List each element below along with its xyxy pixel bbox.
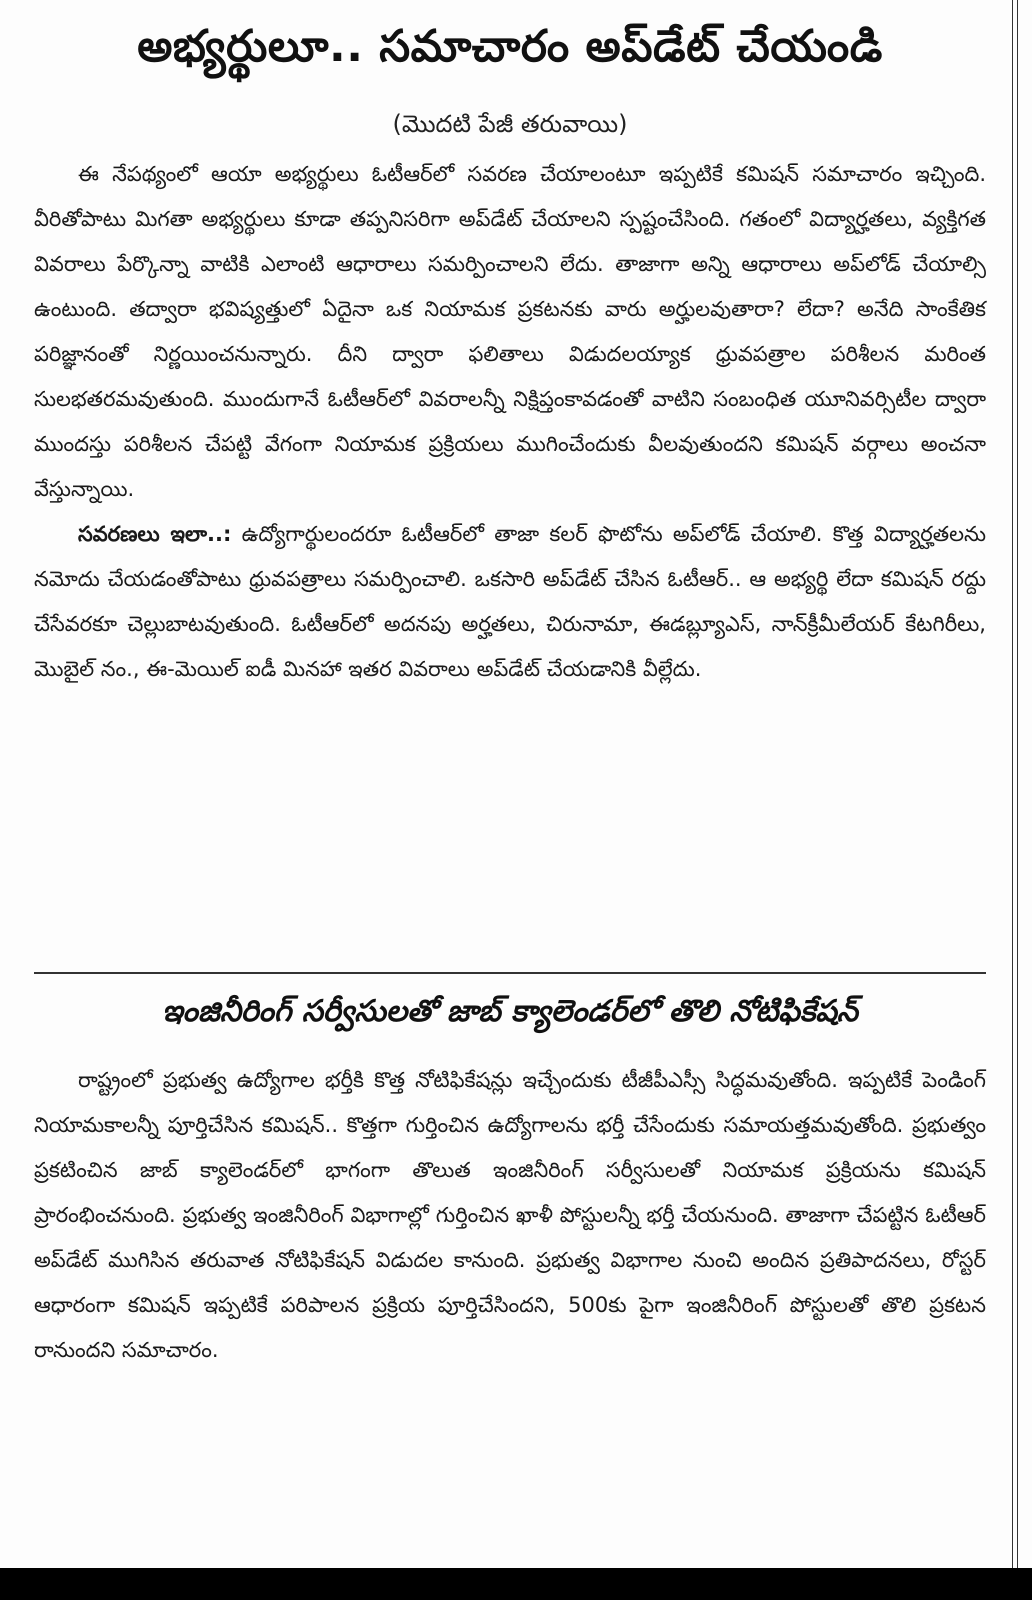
paragraph-2 [34, 512, 986, 692]
continuation-note: (మొదటి పేజీ తరువాయి) [392, 110, 628, 138]
inline-subhead: సవరణలు ఇలా..: [78, 522, 232, 546]
headline: అభ్యర్థులూ.. సమాచారం అప్‌డేట్ చేయండి [137, 21, 883, 72]
bottom-frame-bar [0, 1568, 1032, 1600]
article-body-top [34, 152, 986, 692]
paragraph-2-text: ఉద్యోగార్థులందరూ ఓటీఆర్‌లో తాజా కలర్ ఫొటోను అప్‌లోడ్ చేయాలి. కొత్త విద్యార్హతలను నమోదు చేయడంతోపాటు ధ్రువపత్రాలు సమర్పించాలి. ఒకసారి అప్‌డేట్ చేసిన ఓటీఆర్.. ఆ అభ్యర్థి లేదా కమిషన్ రద్దు చేసేవరకూ చెల్లుబాటవుతుంది. ఓటీఆర్‌లో అదనపు అర్హతలు, చిరునామా, ఈడబ్ల్యూఎస్, నాన్‌క్రీమీలేయర్ కేటగిరీలు, మొబైల్ నం., ఈ-మెయిల్ ఐడీ మినహా ఇతర వివరాలు అప్‌డేట్ చేయడానికి వీల్లేదు. [34, 522, 986, 681]
section-divider [34, 972, 986, 974]
paragraph-1: ఈ నేపథ్యంలో ఆయా అభ్యర్థులు ఓటీఆర్‌లో సవరణ చేయాలంటూ ఇప్పటికే కమిషన్ సమాచారం ఇచ్చింది. వీరితోపాటు మిగతా అభ్యర్థులు కూడా తప్పనిసరిగా అప్‌డేట్ చేయాలని స్పష్టంచేసింది. గతంలో విద్యార్హతలు, వ్యక్తిగత వివరాలు పేర్కొన్నా వాటికి ఎలాంటి ఆధారాలు సమర్పించాలని లేదు. తాజాగా అన్ని ఆధారాలు అప్‌లోడ్ చేయాల్సి ఉంటుంది. తద్వారా భవిష్యత్తులో ఏదైనా ఒక నియామక ప్రకటనకు వారు అర్హులవుతారా? లేదా? అనేది సాంకేతిక పరిజ్ఞానంతో నిర్ణయించనున్నారు. దీని ద్వారా ఫలితాలు విడుదలయ్యాక ధ్రువపత్రాల పరిశీలన మరింత సులభతరమవుతుంది. ముందుగానే ఓటీఆర్‌లో వివరాలన్నీ నిక్షిప్తంకావడంతో వాటిని సంబంధిత యూనివర్సిటీల ద్వారా ముందస్తు పరిశీలన చేపట్టి వేగంగా నియామక ప్రక్రియలు ముగించేందుకు వీలవుతుందని కమిషన్ వర్గాలు అంచనా వేస్తున్నాయి. [34, 162, 986, 501]
article-body-bottom [34, 1058, 986, 1373]
subheadline: ఇంజినీరింగ్ సర్వీసులతో జాబ్ క్యాలెండర్‌లో తొలి నోటిఫికేషన్ [162, 994, 858, 1029]
column-rule [1012, 0, 1018, 1568]
paragraph-3: రాష్ట్రంలో ప్రభుత్వ ఉద్యోగాల భర్తీకి కొత్త నోటిఫికేషన్లు ఇచ్చేందుకు టీజీపీఎస్సీ సిద్ధమవుతోంది. ఇప్పటికే పెండింగ్ నియామకాలన్నీ పూర్తిచేసిన కమిషన్.. కొత్తగా గుర్తించిన ఉద్యోగాలను భర్తీ చేసేందుకు సమాయత్తమవుతోంది. ప్రభుత్వం ప్రకటించిన జాబ్ క్యాలెండర్‌లో భాగంగా తొలుత ఇంజినీరింగ్ సర్వీసులతో నియామక ప్రక్రియను కమిషన్ ప్రారంభించనుంది. ప్రభుత్వ ఇంజినీరింగ్ విభాగాల్లో గుర్తించిన ఖాళీ పోస్టులన్నీ భర్తీ చేయనుంది. తాజాగా చేపట్టిన ఓటీఆర్ అప్‌డేట్ ముగిసిన తరువాత నోటిఫికేషన్ విడుదల కానుంది. ప్రభుత్వ విభాగాల నుంచి అందిన ప్రతిపాదనలు, రోస్టర్ ఆధారంగా కమిషన్ ఇప్పటికే పరిపాలన ప్రక్రియ పూర్తిచేసిందని, 500కు పైగా ఇంజినీరింగ్ పోస్టులతో తొలి ప్రకటన రానుందని సమాచారం. [34, 1068, 986, 1362]
